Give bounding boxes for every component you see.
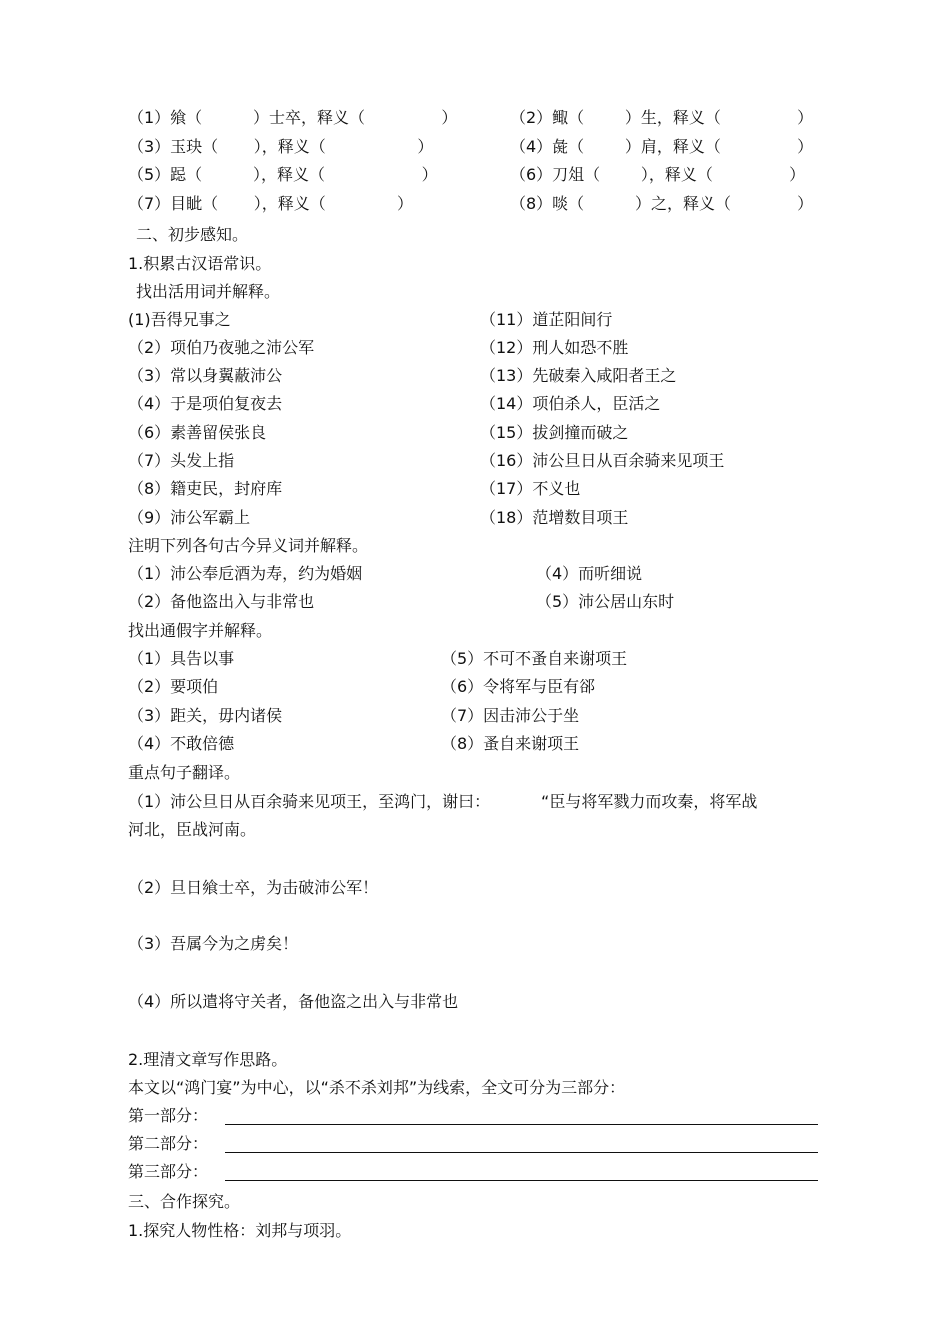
list-item: （17）不义也 xyxy=(480,479,581,498)
list-item: (1)吾得兄事之 xyxy=(128,310,231,329)
part-label: 第一部分： xyxy=(128,1106,209,1125)
list-item: （6）令将军与臣有郤 xyxy=(441,677,596,696)
list-item: （4）不敢倍德 xyxy=(128,734,235,753)
list-item: （5）沛公居山东时 xyxy=(536,592,675,611)
list-item: （7）头发上指 xyxy=(128,451,235,470)
vocab-item-2: （2）鲰（ ）生，释义（ ） xyxy=(510,108,814,127)
task-instruction: 注明下列各句古今异义词并解释。 xyxy=(128,536,369,555)
list-item: （9）沛公军霸上 xyxy=(128,508,251,527)
vocab-item-5: （5）跽（ ），释义（ ） xyxy=(128,165,438,184)
list-item: （1）沛公奉卮酒为寿，约为婚姻 xyxy=(128,564,363,583)
list-item: （18）范增数目项王 xyxy=(480,508,629,527)
list-item: （4）而听细说 xyxy=(536,564,643,583)
list-item: （7）因击沛公于坐 xyxy=(441,706,580,725)
answer-line[interactable] xyxy=(225,1152,818,1153)
list-item: （14）项伯杀人，臣活之 xyxy=(480,394,661,413)
list-item: （1）具告以事 xyxy=(128,649,235,668)
vocab-item-8: （8）啖（ ）之，释义（ ） xyxy=(510,194,814,213)
translation-item: （2）旦日飨士卒，为击破沛公军！ xyxy=(128,878,379,897)
list-item: （2）要项伯 xyxy=(128,677,219,696)
translation-item-cont: 河北，臣战河南。 xyxy=(128,820,257,839)
item-heading: 1.探究人物性格：刘邦与项羽。 xyxy=(128,1221,352,1240)
section-heading: 三、合作探究。 xyxy=(128,1192,241,1211)
part-label: 第三部分： xyxy=(128,1162,209,1181)
translation-item: （4）所以遣将守关者，备他盗之出入与非常也 xyxy=(128,992,459,1011)
list-item: （13）先破秦入咸阳者王之 xyxy=(480,366,677,385)
vocab-item-3: （3）玉玦（ ），释义（ ） xyxy=(128,137,434,156)
translation-item: （3）吾属今为之虏矣！ xyxy=(128,934,299,953)
list-item: （15）拔剑撞而破之 xyxy=(480,423,629,442)
list-item: （3）距关，毋内诸侯 xyxy=(128,706,283,725)
list-item: （5）不可不蚤自来谢项王 xyxy=(441,649,628,668)
answer-line[interactable] xyxy=(225,1124,818,1125)
part-label: 第二部分： xyxy=(128,1134,209,1153)
vocab-item-6: （6）刀俎（ ），释义（ ） xyxy=(510,165,806,184)
item-heading: 2.理清文章写作思路。 xyxy=(128,1050,288,1069)
task-instruction: 重点句子翻译。 xyxy=(128,763,241,782)
answer-line[interactable] xyxy=(225,1180,818,1181)
list-item: （8）蚤自来谢项王 xyxy=(441,734,580,753)
vocab-item-1: （1）飨（ ）士卒，释义（ ） xyxy=(128,108,458,127)
task-instruction: 找出通假字并解释。 xyxy=(128,621,273,640)
item-heading: 1.积累古汉语常识。 xyxy=(128,254,272,273)
vocab-item-7: （7）目眦（ ），释义（ ） xyxy=(128,194,413,213)
list-item: （16）沛公旦日从百余骑来见项王 xyxy=(480,451,725,470)
paragraph: 本文以“鸿门宴”为中心，以“杀不杀刘邦”为线索，全文可分为三部分： xyxy=(128,1078,626,1097)
list-item: （12）刑人如恐不胜 xyxy=(480,338,629,357)
list-item: （3）常以身翼蔽沛公 xyxy=(128,366,283,385)
list-item: （2）备他盗出入与非常也 xyxy=(128,592,315,611)
vocab-item-4: （4）彘（ ）肩，释义（ ） xyxy=(510,137,814,156)
list-item: （8）籍吏民，封府库 xyxy=(128,479,283,498)
list-item: （11）道芷阳间行 xyxy=(480,310,613,329)
list-item: （2）项伯乃夜驰之沛公军 xyxy=(128,338,315,357)
list-item: （4）于是项伯复夜去 xyxy=(128,394,283,413)
list-item: （6）素善留侯张良 xyxy=(128,423,267,442)
translation-item: （1）沛公旦日从百余骑来见项王，至鸿门，谢曰： “臣与将军戮力而攻秦，将军战 xyxy=(128,792,758,811)
task-instruction: 找出活用词并解释。 xyxy=(136,282,281,301)
section-heading: 二、初步感知。 xyxy=(136,225,249,244)
